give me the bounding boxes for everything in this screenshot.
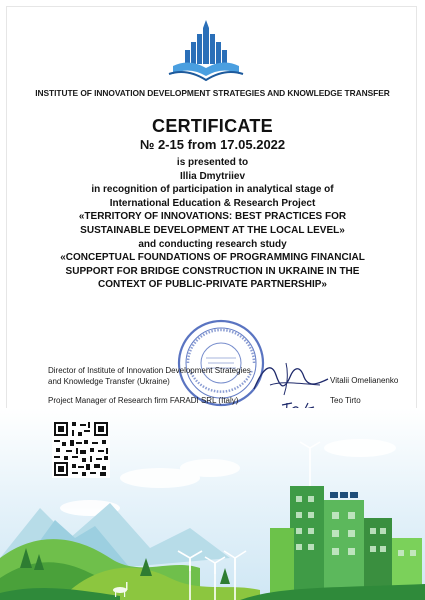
- director-role: [48, 366, 251, 387]
- institute-logo-icon: [167, 18, 245, 84]
- manager-role: Project Manager of Research firm FARADI SRL (Italy): [48, 396, 239, 405]
- study-title-line: SUPPORT FOR BRIDGE CONSTRUCTION IN UKRAINE IN THE: [65, 265, 360, 277]
- body-line: is presented to: [176, 157, 249, 168]
- director-name: Vitalii Omelianenko: [330, 376, 399, 385]
- study-title-line: «CONCEPTUAL FOUNDATIONS OF PROGRAMMING FINANCIAL: [60, 252, 365, 264]
- director-role-line: and Knowledge Transfer (Ukraine): [48, 376, 170, 386]
- certificate-number: № 2-15 from 17.05.2022: [139, 137, 286, 152]
- body-line: in recognition of participation in analytical stage of: [91, 184, 334, 196]
- qr-code-icon: [52, 420, 110, 478]
- project-title-line: SUSTAINABLE DEVELOPMENT AT THE LOCAL LEVEL»: [80, 224, 345, 236]
- recipient-name: Illia Dmytriiev: [179, 170, 246, 182]
- institute-name: INSTITUTE OF INNOVATION DEVELOPMENT STRATEGIES AND KNOWLEDGE TRANSFER: [35, 88, 390, 98]
- certificate-body: [10, 156, 415, 292]
- director-role-line: Director of Institute of Innovation Development Strategies: [48, 366, 251, 375]
- certificate-title: CERTIFICATE: [152, 116, 273, 136]
- study-title-line: CONTEXT OF PUBLIC-PRIVATE PARTNERSHIP»: [98, 279, 327, 291]
- manager-name: Teo Tirto: [330, 396, 361, 405]
- body-line: International Education & Research Project: [109, 197, 316, 209]
- body-line: and conducting research study: [138, 238, 287, 250]
- project-title-line: «TERRITORY OF INNOVATIONS: BEST PRACTICES FOR: [78, 211, 347, 223]
